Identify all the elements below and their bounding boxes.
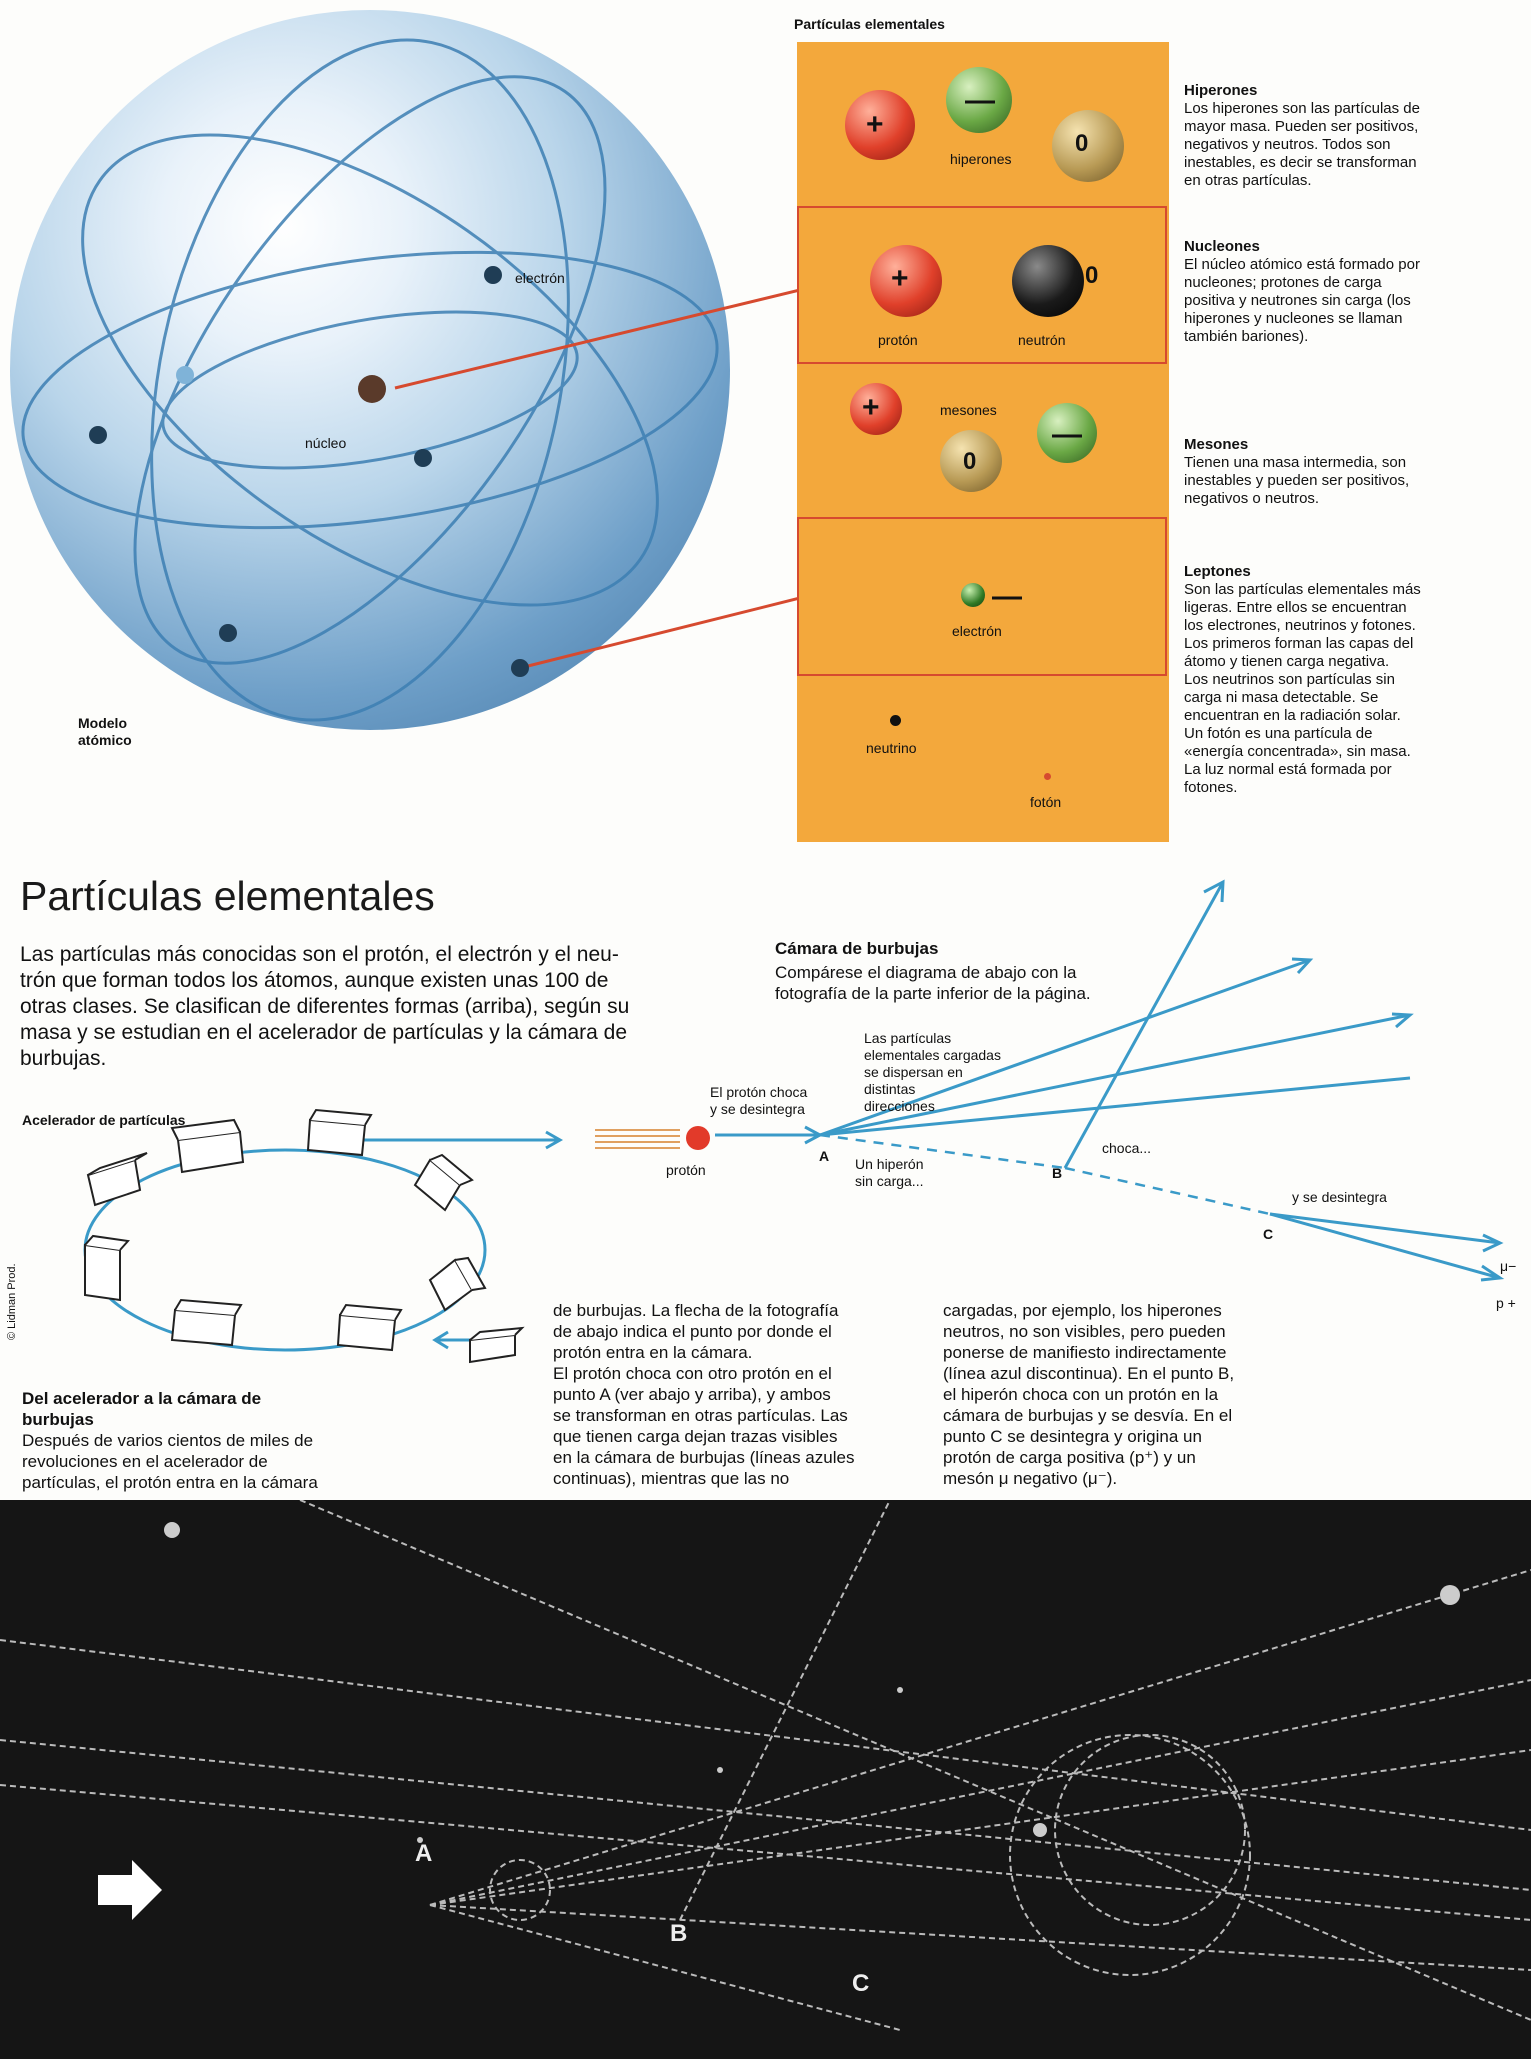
atom-model-label-2: atómico: [78, 732, 132, 748]
hyperon-minus-sign: —: [965, 84, 995, 117]
point-a-label: A: [819, 1148, 830, 1164]
column-2: de burbujas. La flecha de la fotografía de abajo indica el punto por donde el protón entra en la cámara. El protón choca con otro protón en el punto A (ver abajo y arriba), y ambos se transforman en otras partículas. Las que tienen carga dejan trazas visibles en la cámara de burbujas (líneas azules continuas), mientras que las no: [553, 1301, 855, 1488]
mesons-label: mesones: [940, 402, 997, 418]
proton-diagram-label: protón: [666, 1162, 706, 1178]
photon-label: fotón: [1030, 794, 1062, 810]
electron-ball: [961, 583, 985, 607]
hyperon-zero-sign: 0: [1075, 130, 1089, 157]
electron-orbits: [0, 0, 800, 760]
meson-plus-sign: +: [862, 391, 880, 424]
column-1: Del acelerador a la cámara de burbujas Después de varios cientos de miles de revoluciones en el acelerador de partículas, el protón entra en la cámara: [22, 1388, 372, 1493]
point-b-label: B: [1052, 1165, 1063, 1181]
proton-plus-sign: +: [891, 262, 909, 295]
hyperons-label: hiperones: [950, 151, 1012, 167]
column-3: cargadas, por ejemplo, los hiperones neutros, no son visibles, pero pueden ponerse de manifiesto indirectamente (línea azul discontinua). En el punto B, el hiperón choca con un protón en la cámara de burbujas y se desvía. En el punto C se desintegra y origina un protón de carga positiva (p⁺) y un mesón μ negativo (μ⁻).: [943, 1301, 1235, 1488]
mu-label: μ−: [1500, 1258, 1517, 1274]
hyperons-description: Hiperones Los hiperones son las partículas de mayor masa. Pueden ser positivos, negativos y neutros. Todos son inestables, es decir se transforman en otras partículas.: [1184, 82, 1514, 190]
meson-minus-sign: —: [1052, 418, 1082, 451]
page-heading: Partículas elementales: [20, 873, 435, 919]
photo-point-c: C: [852, 1970, 870, 1997]
leptons-description: Leptones Son las partículas elementales más ligeras. Entre ellos se encuentran los electrones, neutrinos y fotones. Los primeros forman las capas del átomo y tienen carga negativa. Los neutrinos son partículas sin carga ni masa detectable. Se encuentran en la radiación solar. Un fotón es una partícula de «energía concentrada», sin masa. La luz normal está formada por fotones.: [1184, 563, 1514, 797]
neutrino-dot: [890, 715, 901, 726]
collides-label: El protón choca y se desintegra: [710, 1084, 808, 1117]
neutron-ball: [1012, 245, 1084, 317]
entry-arrow-icon: [98, 1860, 162, 1920]
bubble-chamber-title: Cámara de burbujas: [775, 939, 939, 958]
proton-label: protón: [878, 332, 918, 348]
accelerator-title: Acelerador de partículas: [22, 1112, 186, 1128]
hyperon-plus-sign: +: [866, 108, 884, 141]
bubble-chamber-text: Compárese el diagrama de abajo con la fotografía de la parte inferior de la página.: [775, 963, 1091, 1003]
neutrino-label: neutrino: [866, 740, 917, 756]
nucleons-description: Nucleones El núcleo atómico está formado por nucleones; protones de carga positiva y neutrones sin carga (los hiperones y nucleones se llaman también bariones).: [1184, 238, 1514, 346]
mesons-description: Mesones Tienen una masa intermedia, son inestables y pueden ser positivos, negativos o neutros.: [1184, 436, 1514, 508]
pointer-line-nucleus: [395, 290, 800, 388]
column-1-title-2: burbujas: [22, 1410, 94, 1429]
nucleons-title: Nucleones: [1184, 238, 1260, 255]
p-plus-label: p +: [1496, 1295, 1516, 1311]
pointer-line-electron: [520, 598, 800, 668]
photo-tracks: [0, 1500, 1531, 2059]
hyperons-title: Hiperones: [1184, 82, 1258, 99]
mesons-title: Mesones: [1184, 436, 1249, 453]
neutron-zero-sign: 0: [1085, 262, 1099, 289]
intro-paragraph: Las partículas más conocidas son el protón, el electrón y el neu- trón que forman todos los átomos, aunque existen unas 100 de otras clases. Se clasifican de diferentes formas (arriba), según su masa y se estudian en el acelerador de partículas y la cámara de burbujas.: [20, 943, 630, 1070]
point-c-label: C: [1263, 1226, 1274, 1242]
electron-particle-label: electrón: [952, 623, 1002, 639]
nucleus-dot: [358, 375, 386, 403]
electron-label: electrón: [515, 270, 565, 286]
photon-dot: [1044, 773, 1051, 780]
accelerator-diagram: [60, 1100, 600, 1370]
hyperon-label: Un hiperón sin carga...: [855, 1156, 924, 1189]
photo-point-a: A: [415, 1840, 433, 1867]
column-1-title-1: Del acelerador a la cámara de: [22, 1389, 262, 1408]
bubble-chamber-photo: [0, 1500, 1531, 2059]
neutron-label: neutrón: [1018, 332, 1066, 348]
photo-point-b: B: [670, 1920, 688, 1947]
atom-model-label-1: Modelo: [78, 715, 127, 731]
electron-minus-sign: —: [992, 580, 1022, 613]
nucleus-label: núcleo: [305, 435, 347, 451]
nucleons-box: [797, 206, 1167, 364]
choca-label: choca...: [1102, 1140, 1152, 1156]
meson-zero-sign: 0: [963, 448, 977, 475]
leptons-title: Leptones: [1184, 563, 1251, 580]
disintegrates-label: y se desintegra: [1292, 1189, 1387, 1205]
scatter-label: Las partículas elementales cargadas se dispersan en distintas direcciones: [864, 1030, 1001, 1114]
panel-title: Partículas elementales: [794, 16, 945, 32]
credit-text: © Lidman Prod.: [6, 1263, 18, 1340]
